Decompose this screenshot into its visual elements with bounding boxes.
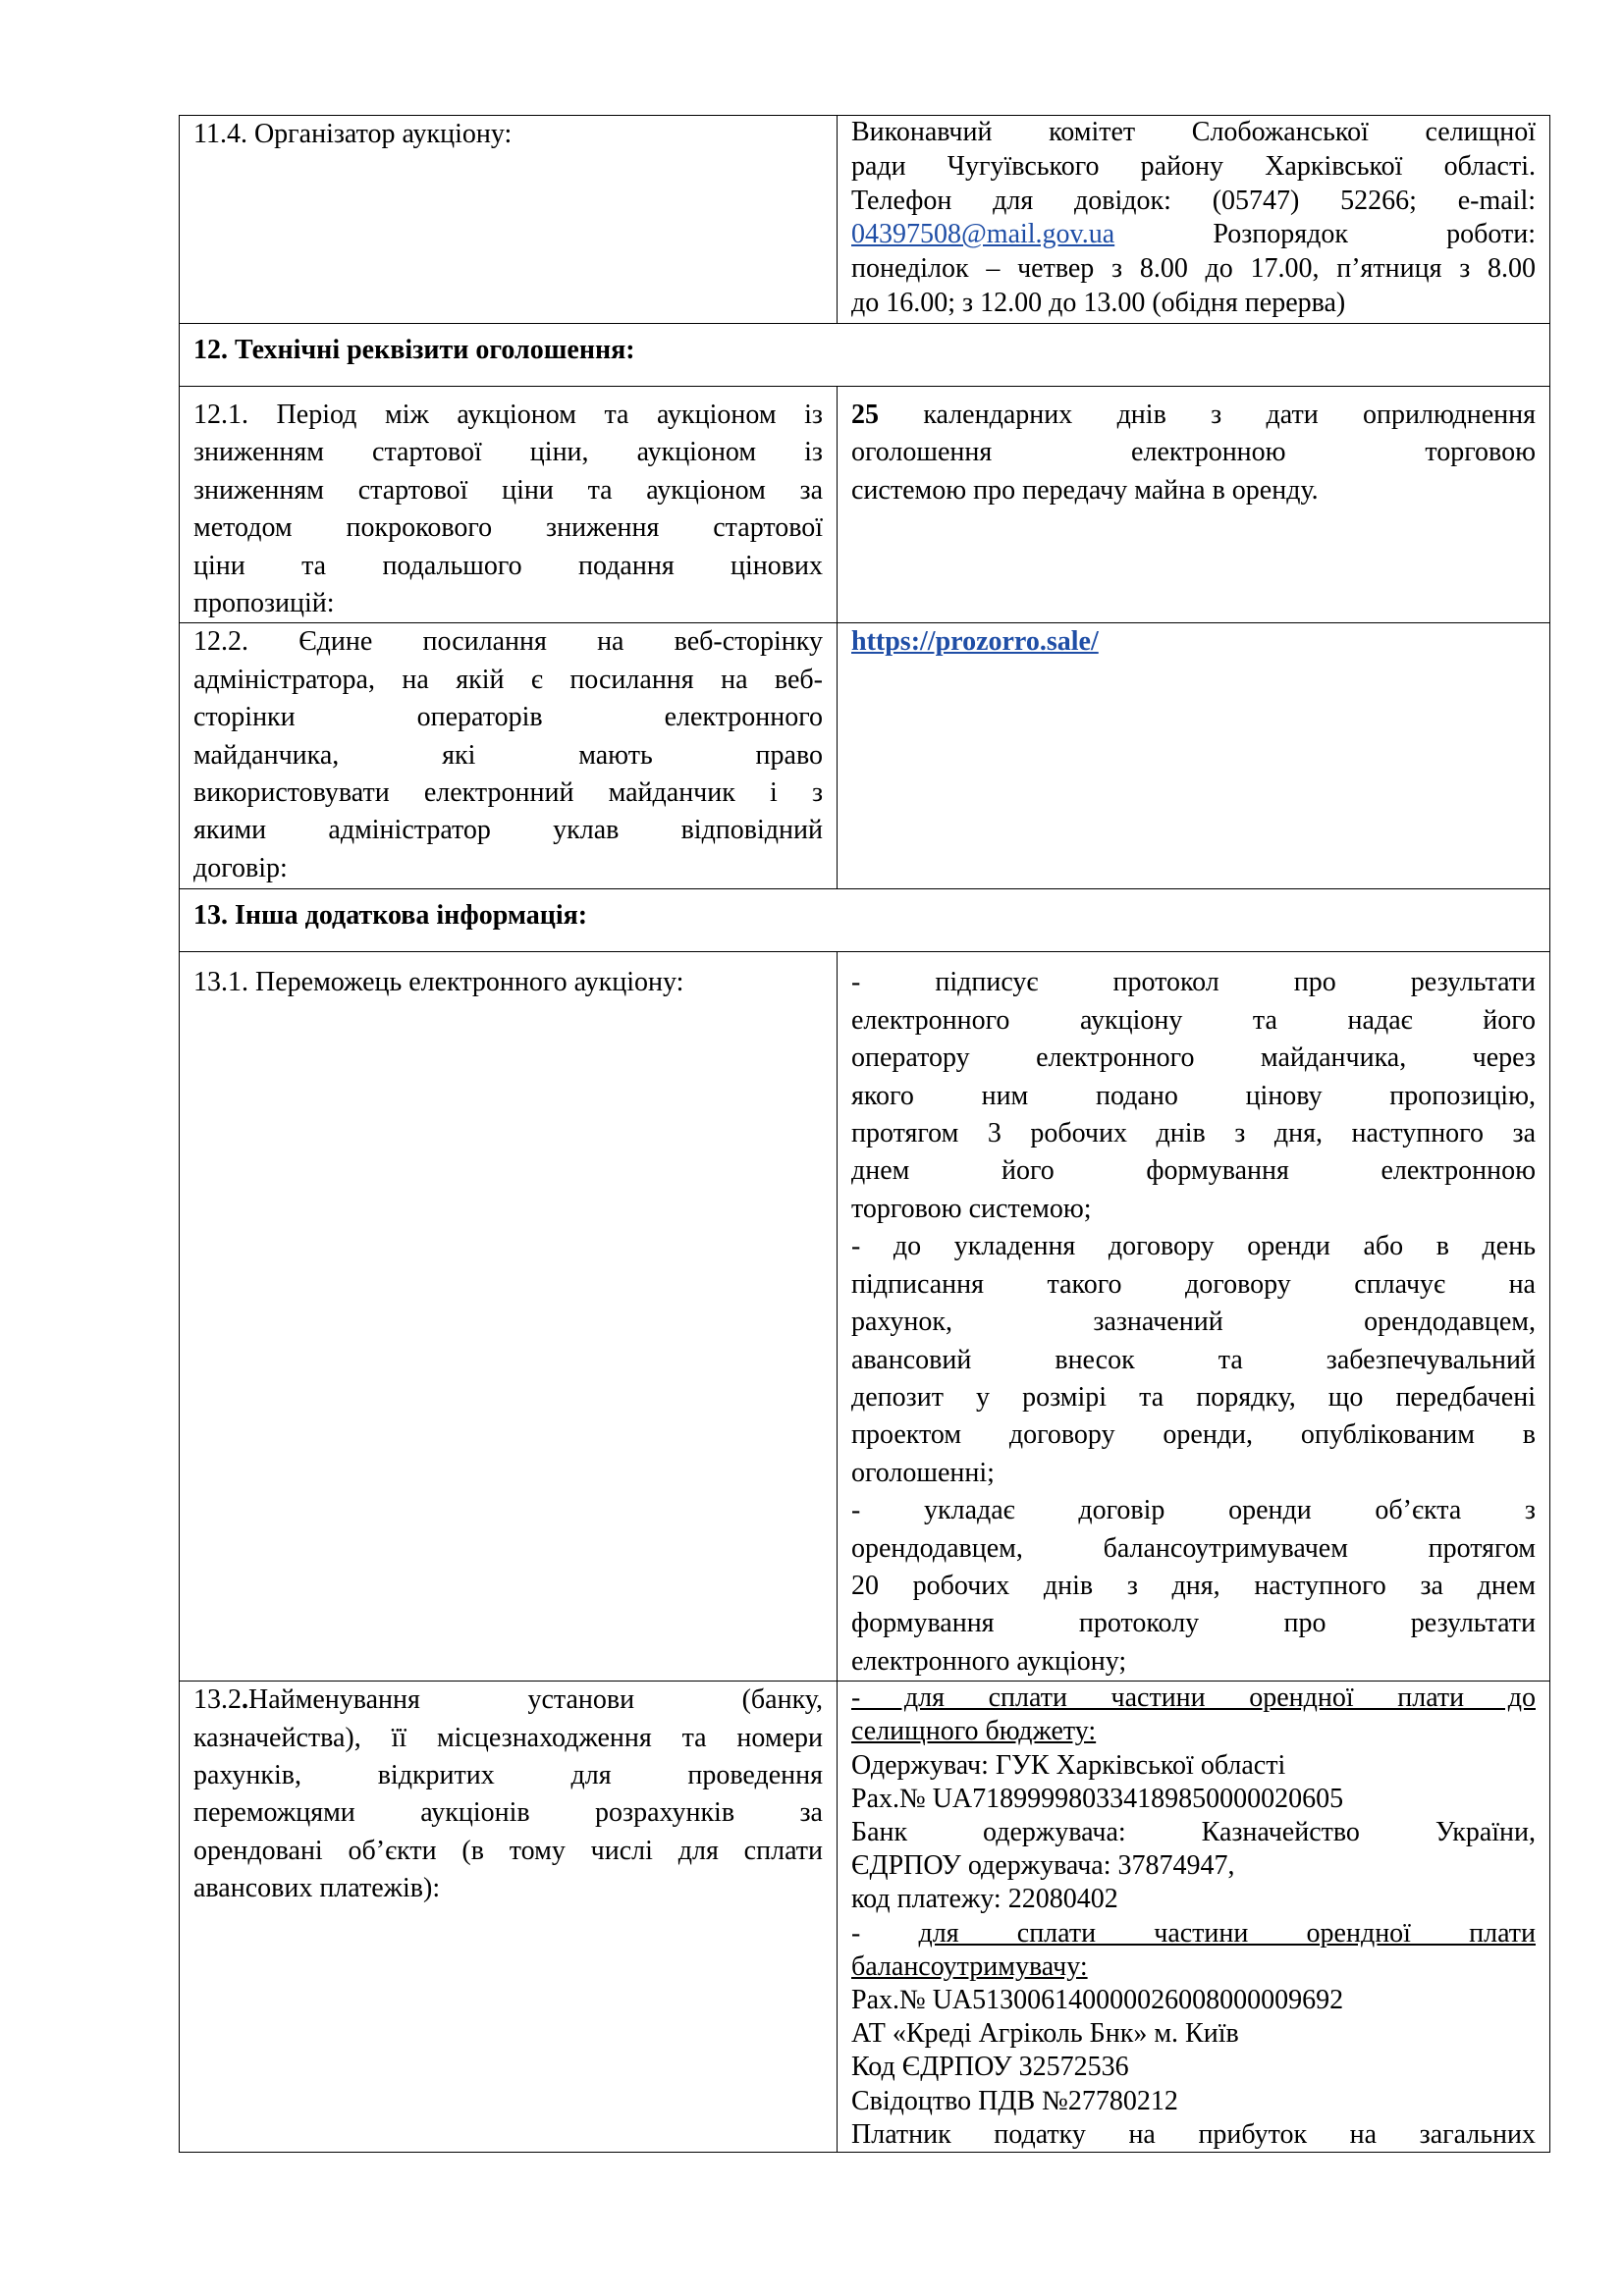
bank-line: АТ «Креді Агріколь Бнк» м. Київ bbox=[851, 2018, 1239, 2050]
organizer-line: Виконавчий комітет Слобожанської селищної bbox=[851, 117, 1536, 147]
row-11-4-value-cell bbox=[838, 116, 1550, 324]
schedule-line: до 16.00; з 12.00 до 13.00 (обідня перерва) bbox=[851, 287, 1346, 318]
row-13-2-label-line: переможцями аукціонів розрахунків за bbox=[193, 1797, 823, 1829]
row-13-2-label-line bbox=[193, 1682, 823, 1719]
winner-duty-line: оголошенні; bbox=[851, 1457, 995, 1488]
row-13-1-label: 13.1. Переможець електронного аукціону: bbox=[193, 967, 684, 998]
row-12-2-value-cell bbox=[838, 623, 1550, 889]
row-12-1-label-line: ціни та подальшого подання цінових bbox=[193, 550, 823, 581]
period-line: оголошення електронною торговою bbox=[851, 437, 1536, 468]
winner-duty-line: депозит у розмірі та порядку, що передбачені bbox=[851, 1381, 1536, 1413]
winner-duty-line: рахунок, зазначений орендодавцем, bbox=[851, 1307, 1536, 1338]
row-12-2-label-line: договір: bbox=[193, 852, 288, 883]
row-12-2-label-line: сторінки операторів електронного bbox=[193, 702, 823, 733]
winner-duty-line: проектом договору оренди, опублікованим в bbox=[851, 1419, 1536, 1451]
row-13-2-value-cell bbox=[838, 1682, 1550, 2153]
holder-payment-heading bbox=[851, 1917, 1536, 1950]
winner-duty-line: якого ним подано цінову пропозицію, bbox=[851, 1080, 1536, 1111]
row-13-1-value-cell bbox=[838, 952, 1550, 1682]
row-12-1-value-cell bbox=[838, 387, 1550, 623]
winner-duty-line: - до укладення договору оренди або в день bbox=[851, 1231, 1536, 1262]
winner-duty-line: електронного аукціону та надає його bbox=[851, 1004, 1536, 1036]
budget-payment-heading: - для сплати частини орендної плати до bbox=[851, 1682, 1536, 1714]
organizer-phone-line: Телефон для довідок: (05747) 52266; e-mail: bbox=[851, 185, 1536, 216]
bank-line: Банк одержувача: Казначейство України, bbox=[851, 1816, 1536, 1847]
winner-duty-line: підписання такого договору сплачує на bbox=[851, 1268, 1536, 1300]
row-12-1-label-line: пропозицій: bbox=[193, 588, 335, 619]
row-12-2-label-line: адміністратора, на якій є посилання на веб- bbox=[193, 664, 823, 695]
edrpou-line: Код ЄДРПОУ 32572536 bbox=[851, 2052, 1129, 2083]
section-12-row bbox=[180, 324, 1550, 387]
account-line: Рах.№ UA718999980334189850000020605 bbox=[851, 1783, 1344, 1814]
recipient-line: Одержувач: ГУК Харківської області bbox=[851, 1749, 1286, 1781]
email-link[interactable]: 04397508@mail.gov.ua bbox=[851, 219, 1115, 250]
payment-code-line: код платежу: 22080402 bbox=[851, 1884, 1118, 1915]
section-13-row bbox=[180, 889, 1550, 952]
row-12-2-label-line: якими адміністратор уклав відповідний bbox=[193, 815, 823, 846]
schedule-line: понеділок – четвер з 8.00 до 17.00, п’ятниця з 8.00 bbox=[851, 253, 1536, 285]
row-12-1-label-line: зниженням стартової ціни, аукціоном із bbox=[193, 437, 823, 468]
account-line: Рах.№ UA513006140000026008000009692 bbox=[851, 1984, 1344, 2015]
row-13-2-label-line: рахунків, відкритих для проведення bbox=[193, 1759, 823, 1790]
row-12-2-label-line: майданчика, які мають право bbox=[193, 739, 823, 771]
row-12-1 bbox=[180, 387, 1550, 623]
prozorro-link[interactable]: https://prozorro.sale/ bbox=[851, 626, 1099, 658]
row-12-2 bbox=[180, 623, 1550, 889]
holder-payment-heading: балансоутримувачу: bbox=[851, 1950, 1088, 1982]
winner-duty-line: торговою системою; bbox=[851, 1193, 1092, 1224]
winner-duty-line: - укладає договір оренди об’єкта з bbox=[851, 1495, 1536, 1526]
period-text: календарних днів з дати оприлюднення bbox=[923, 400, 1536, 430]
vat-certificate-line: Свідоцтво ПДВ №27780212 bbox=[851, 2085, 1178, 2116]
winner-duty-line: авансовий внесок та забезпечувальний bbox=[851, 1344, 1536, 1375]
row-12-1-label-line: методом покрокового зниження стартової bbox=[193, 512, 823, 544]
row-12-1-label-line: 12.1. Період між аукціоном та аукціоном із bbox=[193, 400, 823, 430]
row-12-1-label-cell bbox=[180, 387, 838, 623]
row-12-1-label-line: зниженням стартової ціни та аукціоном за bbox=[193, 474, 823, 506]
row-12-2-label-line: 12.2. Єдине посилання на веб-сторінку bbox=[193, 626, 823, 658]
row-13-1 bbox=[180, 952, 1550, 1682]
edrpou-line: ЄДРПОУ одержувача: 37874947, bbox=[851, 1850, 1235, 1882]
row-13-2 bbox=[180, 1682, 1550, 2153]
section-13-heading: 13. Інша додаткова інформація: bbox=[180, 889, 1550, 952]
organizer-email-line bbox=[851, 218, 1536, 252]
winner-duty-line: 20 робочих днів з дня, наступного за днем bbox=[851, 1570, 1536, 1601]
row-12-2-label-line: використовувати електронний майданчик і з bbox=[193, 777, 823, 809]
row-13-2-label-cell bbox=[180, 1682, 838, 2153]
organizer-line: ради Чугуївського району Харківської області. bbox=[851, 150, 1536, 182]
winner-duty-line: формування протоколу про результати bbox=[851, 1608, 1536, 1639]
period-line bbox=[851, 397, 1536, 434]
row-13-2-label-start: Найменування установи (банку, bbox=[248, 1684, 823, 1716]
holder-payment-dash: - bbox=[851, 1917, 919, 1949]
row-12-2-label-cell bbox=[180, 623, 838, 889]
budget-payment-heading: селищного бюджету: bbox=[851, 1716, 1097, 1747]
row-11-4 bbox=[180, 116, 1550, 324]
winner-duty-line: днем його формування електронною bbox=[851, 1155, 1536, 1187]
row-11-4-label-cell bbox=[180, 116, 838, 324]
tax-line: Платник податку на прибуток на загальних bbox=[851, 2118, 1536, 2150]
section-12-heading: 12. Технічні реквізити оголошення: bbox=[180, 324, 1550, 387]
schedule-label: Розпорядок роботи: bbox=[1213, 219, 1537, 250]
row-13-2-label-line: авансових платежів): bbox=[193, 1873, 441, 1904]
holder-payment-heading-text: для сплати частини орендної плати bbox=[918, 1917, 1536, 1949]
winner-duty-line: протягом 3 робочих днів з дня, наступного за bbox=[851, 1118, 1536, 1149]
row-13-1-label-cell bbox=[180, 952, 838, 1682]
row-11-4-label: 11.4. Організатор аукціону: bbox=[193, 119, 513, 149]
row-13-2-dot: . bbox=[242, 1684, 248, 1716]
winner-duty-line: оператору електронного майданчика, через bbox=[851, 1042, 1536, 1074]
row-13-2-label-line: орендовані об’єкти (в тому числі для сплати bbox=[193, 1835, 823, 1866]
period-days: 25 bbox=[851, 400, 879, 430]
row-13-2-label-line: казначейства), її місцезнаходження та номери bbox=[193, 1722, 823, 1753]
row-13-2-number: 13.2 bbox=[193, 1684, 242, 1716]
winner-duty-line: орендодавцем, балансоутримувачем протягом bbox=[851, 1532, 1536, 1564]
period-line: системою про передачу майна в оренду. bbox=[851, 474, 1319, 506]
document-table bbox=[179, 115, 1550, 2153]
winner-duty-line: електронного аукціону; bbox=[851, 1645, 1127, 1677]
winner-duty-line: - підписує протокол про результати bbox=[851, 967, 1536, 998]
